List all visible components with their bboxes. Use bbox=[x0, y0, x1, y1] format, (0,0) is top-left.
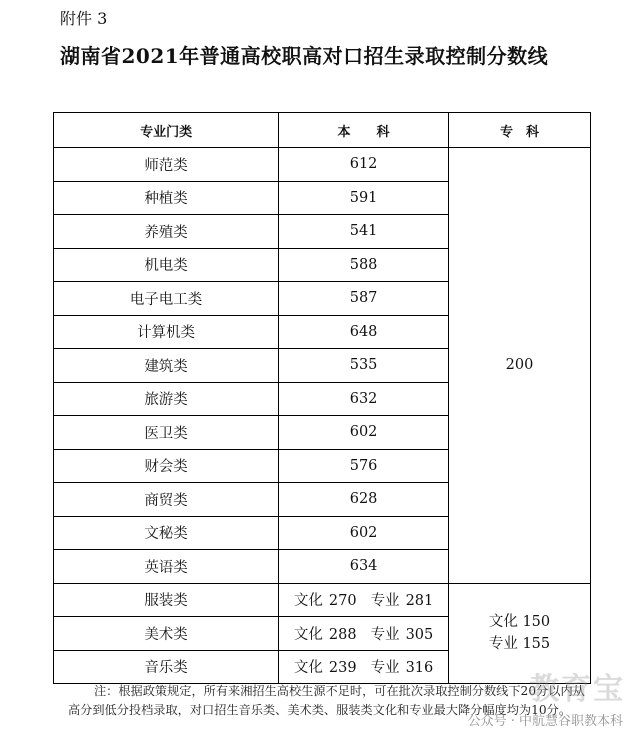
zhuanye-label: 专业 bbox=[370, 626, 400, 643]
wenhua-score: 288 bbox=[328, 626, 357, 643]
undergrad-score-cell: 648 bbox=[279, 315, 449, 349]
undergrad-score-cell: 535 bbox=[279, 349, 449, 383]
header-undergrad: 本 科 bbox=[279, 113, 449, 148]
category-cell: 计算机类 bbox=[54, 315, 279, 349]
score-table bbox=[53, 112, 591, 684]
table-row bbox=[54, 583, 591, 617]
art-undergrad-score-cell bbox=[279, 617, 449, 651]
category-cell: 旅游类 bbox=[54, 382, 279, 416]
category-cell: 文秘类 bbox=[54, 516, 279, 550]
wenhua-label: 文化 bbox=[293, 593, 323, 610]
wenhua-score: 239 bbox=[328, 660, 357, 677]
undergrad-score-cell: 602 bbox=[279, 416, 449, 450]
undergrad-score-cell: 576 bbox=[279, 449, 449, 483]
category-cell: 机电类 bbox=[54, 248, 279, 282]
zhuanye-label: 专业 bbox=[370, 660, 400, 677]
category-cell: 财会类 bbox=[54, 449, 279, 483]
watermark-logo: 教育宝 bbox=[529, 672, 625, 707]
zhuanye-score: 316 bbox=[405, 660, 434, 677]
category-cell: 音乐类 bbox=[54, 650, 279, 684]
category-cell: 美术类 bbox=[54, 617, 279, 651]
attachment-label: 附件 3 bbox=[60, 9, 108, 28]
art-undergrad-score-cell bbox=[279, 650, 449, 684]
header-category: 专业门类 bbox=[54, 113, 279, 148]
category-cell: 建筑类 bbox=[54, 349, 279, 383]
zhuanye-score: 305 bbox=[405, 626, 434, 643]
undergrad-score-cell: 628 bbox=[279, 483, 449, 517]
wenhua-score: 270 bbox=[328, 593, 357, 610]
art-undergrad-score-cell bbox=[279, 583, 449, 617]
table-header-row bbox=[54, 113, 591, 148]
category-cell: 医卫类 bbox=[54, 416, 279, 450]
undergrad-score-cell: 591 bbox=[279, 181, 449, 215]
specialty-score-cell: 200 bbox=[448, 148, 590, 584]
undergrad-score-cell: 612 bbox=[279, 148, 449, 182]
watermark-account: 公众号 · 中航慧谷职教本科 bbox=[467, 714, 623, 729]
footnote: 注：根据政策规定，所有来湘招生高校生源不足时，可在批次录取控制分数线下20分以内从高分到低分投档录取，对口招生音乐类、美术类、服装类文化和专业最大降分幅度均为10分。 bbox=[68, 684, 585, 717]
category-cell: 电子电工类 bbox=[54, 282, 279, 316]
wenhua-label: 文化 bbox=[293, 626, 323, 643]
undergrad-score-cell: 634 bbox=[279, 550, 449, 584]
category-cell: 服装类 bbox=[54, 583, 279, 617]
category-cell: 种植类 bbox=[54, 181, 279, 215]
art-specialty-wenhua: 文化 150 bbox=[488, 614, 551, 631]
undergrad-score-cell: 632 bbox=[279, 382, 449, 416]
header-specialty: 专 科 bbox=[448, 113, 590, 148]
undergrad-score-cell: 602 bbox=[279, 516, 449, 550]
category-cell: 养殖类 bbox=[54, 215, 279, 249]
page-title: 湖南省2021年普通高校职高对口招生录取控制分数线 bbox=[60, 44, 549, 68]
undergrad-score-cell: 588 bbox=[279, 248, 449, 282]
zhuanye-label: 专业 bbox=[370, 593, 400, 610]
table-row bbox=[54, 148, 591, 182]
undergrad-score-cell: 587 bbox=[279, 282, 449, 316]
undergrad-score-cell: 541 bbox=[279, 215, 449, 249]
wenhua-label: 文化 bbox=[293, 660, 323, 677]
art-specialty-zhuanye: 专业 155 bbox=[488, 636, 551, 653]
category-cell: 英语类 bbox=[54, 550, 279, 584]
category-cell: 师范类 bbox=[54, 148, 279, 182]
category-cell: 商贸类 bbox=[54, 483, 279, 517]
zhuanye-score: 281 bbox=[405, 593, 434, 610]
